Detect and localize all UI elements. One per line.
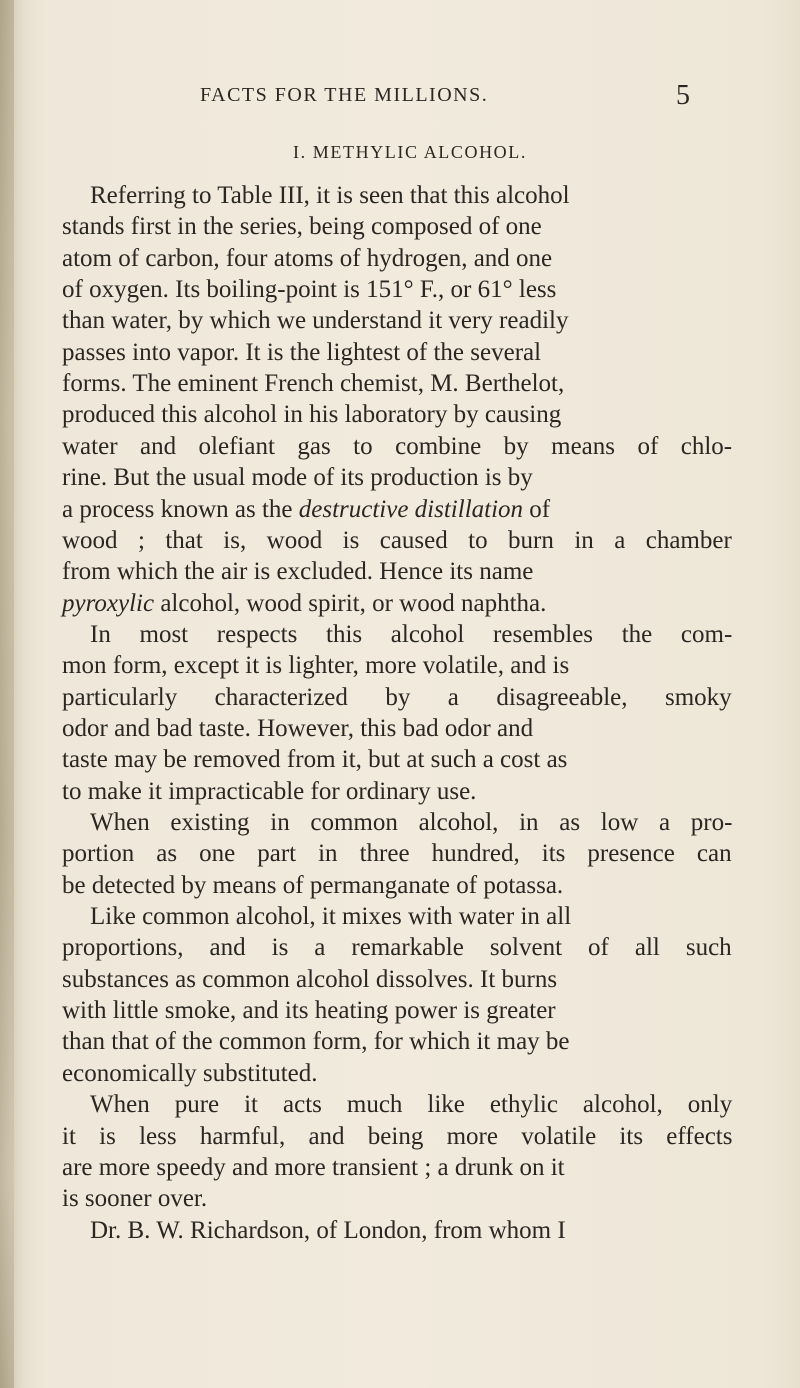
running-header-title: FACTS FOR THE MILLIONS. bbox=[200, 84, 489, 106]
text-line: taste may be removed from it, but at such a cost as bbox=[62, 746, 568, 774]
text-line: In most respects this alcohol resembles the com- bbox=[90, 620, 733, 648]
text-line: water and olefiant gas to combine by means of chlo- bbox=[62, 432, 733, 460]
text-line: portion as one part in three hundred, its presence can bbox=[62, 840, 732, 868]
text-line: to make it impracticable for ordinary use. bbox=[62, 777, 477, 805]
text-line: than water, by which we understand it very readily bbox=[62, 307, 569, 335]
text-line: When existing in common alcohol, in as low a pro- bbox=[90, 809, 733, 836]
text-segment: alcohol, wood spirit, or wood naphtha. bbox=[154, 589, 547, 617]
text-line: particularly characterized by a disagreeable, smoky bbox=[62, 683, 732, 711]
text-segment: of bbox=[523, 495, 551, 523]
page-number: 5 bbox=[676, 80, 690, 111]
text-line: stands first in the series, being composed of one bbox=[62, 213, 542, 241]
italic-term: pyroxylic bbox=[62, 589, 155, 617]
text-line: substances as common alcohol dissolves. It burns bbox=[62, 965, 558, 993]
text-line: mon form, except it is lighter, more volatile, and is bbox=[62, 652, 570, 680]
text-line: than that of the common form, for which it may be bbox=[62, 1028, 570, 1056]
italic-term: destructive distillation bbox=[298, 495, 524, 523]
text-line: produced this alcohol in his laboratory by causing bbox=[62, 401, 562, 429]
text-line: of oxygen. Its boiling-point is 151° F., or 61° less bbox=[62, 276, 557, 304]
running-header bbox=[0, 80, 800, 120]
text-line: from which the air is excluded. Hence its name bbox=[62, 558, 534, 586]
text-line bbox=[62, 589, 732, 623]
text-line: Dr. B. W. Richardson, of London, from whom I bbox=[90, 1216, 566, 1244]
text-line: be detected by means of permanganate of potassa. bbox=[62, 871, 564, 899]
text-line: passes into vapor. It is the lightest of the several bbox=[62, 338, 542, 366]
text-line: forms. The eminent French chemist, M. Berthelot, bbox=[62, 370, 565, 398]
text-line: with little smoke, and its heating power is greater bbox=[62, 997, 556, 1025]
text-line: wood ; that is, wood is caused to burn in a chamber bbox=[62, 526, 732, 554]
text-line: atom of carbon, four atoms of hydrogen, and one bbox=[62, 244, 553, 272]
text-line: Like common alcohol, it mixes with water in all bbox=[90, 903, 572, 931]
text-line: rine. But the usual mode of its production is by bbox=[62, 464, 533, 492]
text-line: proportions, and is a remarkable solvent of all such bbox=[62, 934, 732, 962]
text-line: is sooner over. bbox=[62, 1185, 208, 1213]
binding-gutter-shadow bbox=[0, 0, 14, 1388]
text-line bbox=[62, 495, 732, 529]
text-line: economically substituted. bbox=[62, 1059, 318, 1087]
section-heading: I. METHYLIC ALCOHOL. bbox=[293, 142, 527, 162]
text-segment: a process known as the bbox=[62, 495, 299, 523]
text-line: odor and bad taste. However, this bad odor and bbox=[62, 714, 534, 742]
text-line: it is less harmful, and being more volatile its effects bbox=[62, 1122, 733, 1150]
text-line: When pure it acts much like ethylic alcohol, only bbox=[90, 1091, 733, 1119]
text-line: Referring to Table III, it is seen that this alcohol bbox=[90, 182, 570, 209]
text-line: are more speedy and more transient ; a drunk on it bbox=[62, 1153, 565, 1181]
